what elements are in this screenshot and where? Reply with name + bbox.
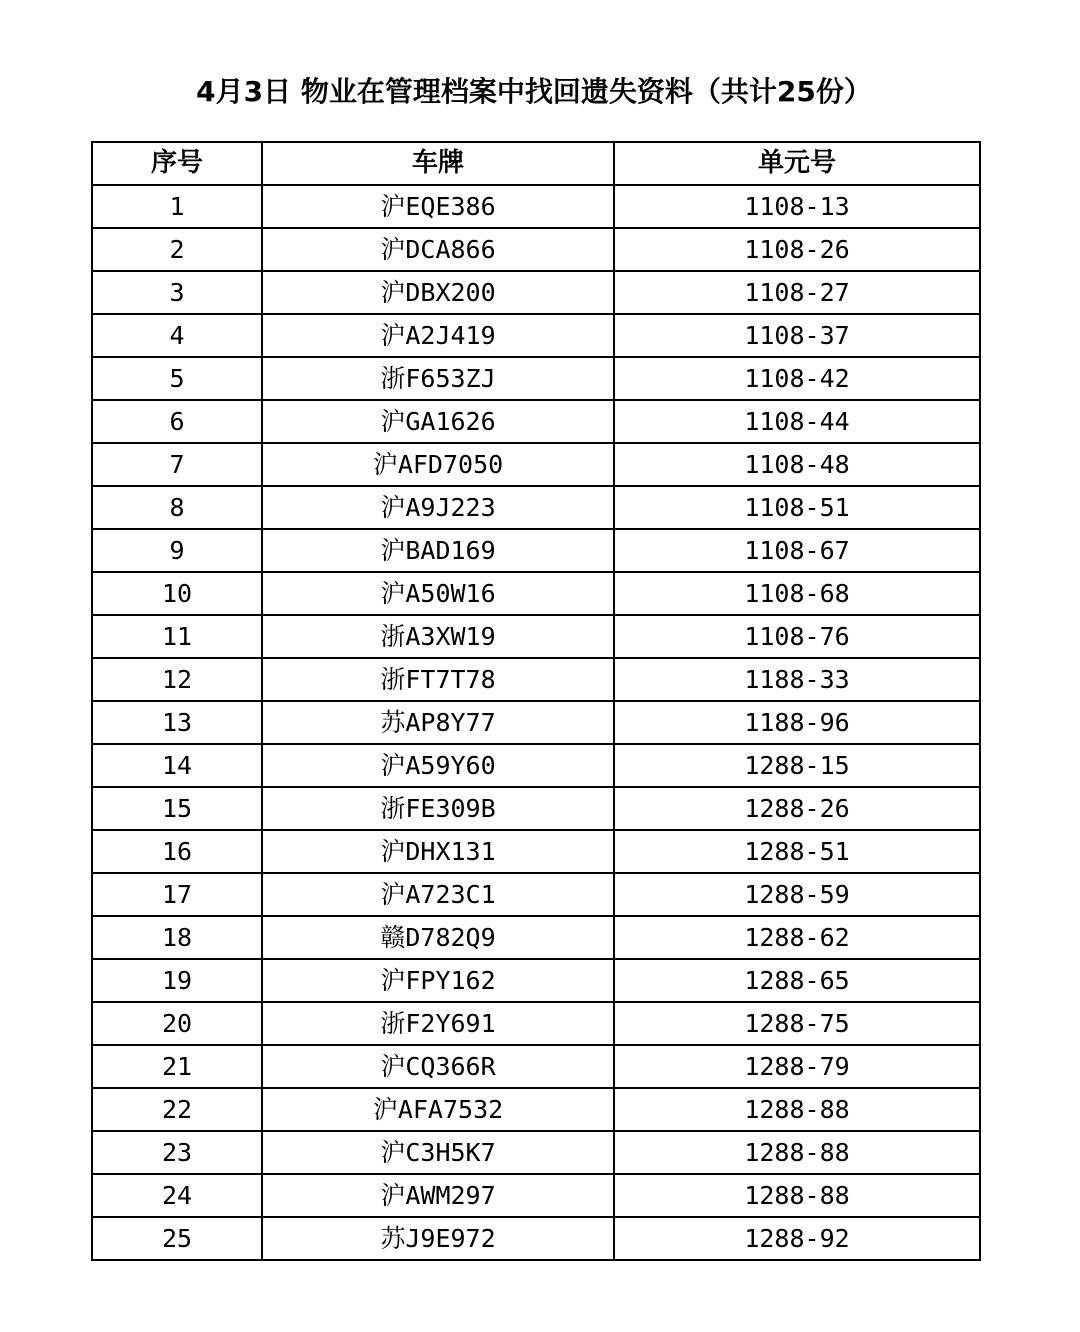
- cell-unit: 1288-88: [614, 1174, 980, 1217]
- table-row: [92, 1045, 980, 1088]
- table-row: [92, 615, 980, 658]
- table-row: [92, 400, 980, 443]
- cell-index: 12: [92, 658, 262, 701]
- table-row: [92, 830, 980, 873]
- cell-index: 11: [92, 615, 262, 658]
- table-row: [92, 314, 980, 357]
- cell-index: 24: [92, 1174, 262, 1217]
- table-row: [92, 916, 980, 959]
- cell-plate: 赣D782Q9: [262, 916, 614, 959]
- cell-plate: 沪A2J419: [262, 314, 614, 357]
- cell-plate: 沪A59Y60: [262, 744, 614, 787]
- cell-index: 5: [92, 357, 262, 400]
- cell-plate: 沪CQ366R: [262, 1045, 614, 1088]
- cell-unit: 1108-42: [614, 357, 980, 400]
- table-row: [92, 1217, 980, 1260]
- cell-unit: 1288-88: [614, 1131, 980, 1174]
- table-row: [92, 572, 980, 615]
- cell-index: 22: [92, 1088, 262, 1131]
- table-row: [92, 1088, 980, 1131]
- cell-unit: 1108-76: [614, 615, 980, 658]
- cell-plate: 沪DBX200: [262, 271, 614, 314]
- cell-index: 17: [92, 873, 262, 916]
- cell-plate: 沪BAD169: [262, 529, 614, 572]
- table-row: [92, 701, 980, 744]
- cell-plate: 沪A9J223: [262, 486, 614, 529]
- cell-unit: 1288-15: [614, 744, 980, 787]
- cell-plate: 浙FT7T78: [262, 658, 614, 701]
- cell-unit: 1108-26: [614, 228, 980, 271]
- cell-plate: 沪DCA866: [262, 228, 614, 271]
- table-row: [92, 271, 980, 314]
- cell-index: 23: [92, 1131, 262, 1174]
- cell-unit: 1188-96: [614, 701, 980, 744]
- cell-plate: 浙F653ZJ: [262, 357, 614, 400]
- cell-plate: 浙A3XW19: [262, 615, 614, 658]
- cell-plate: 沪AFA7532: [262, 1088, 614, 1131]
- cell-unit: 1108-13: [614, 185, 980, 228]
- table-row: [92, 1131, 980, 1174]
- table-header-row: [92, 142, 980, 185]
- cell-unit: 1108-51: [614, 486, 980, 529]
- table-row: [92, 959, 980, 1002]
- cell-unit: 1288-59: [614, 873, 980, 916]
- cell-unit: 1108-67: [614, 529, 980, 572]
- header-unit: 单元号: [614, 142, 980, 185]
- cell-index: 2: [92, 228, 262, 271]
- cell-unit: 1108-44: [614, 400, 980, 443]
- document-title: 4月3日 物业在管理档案中找回遗失资料（共计25份）: [196, 75, 872, 108]
- table-row: [92, 529, 980, 572]
- table-row: [92, 658, 980, 701]
- cell-index: 21: [92, 1045, 262, 1088]
- cell-index: 19: [92, 959, 262, 1002]
- records-table: [91, 141, 981, 1261]
- cell-plate: 苏J9E972: [262, 1217, 614, 1260]
- cell-plate: 沪C3H5K7: [262, 1131, 614, 1174]
- cell-plate: 沪GA1626: [262, 400, 614, 443]
- cell-index: 25: [92, 1217, 262, 1260]
- cell-index: 14: [92, 744, 262, 787]
- cell-plate: 沪A50W16: [262, 572, 614, 615]
- cell-plate: 浙F2Y691: [262, 1002, 614, 1045]
- table-row: [92, 185, 980, 228]
- table-row: [92, 744, 980, 787]
- cell-index: 9: [92, 529, 262, 572]
- table-row: [92, 486, 980, 529]
- cell-unit: 1188-33: [614, 658, 980, 701]
- table-row: [92, 1174, 980, 1217]
- cell-plate: 沪FPY162: [262, 959, 614, 1002]
- cell-unit: 1108-68: [614, 572, 980, 615]
- cell-index: 20: [92, 1002, 262, 1045]
- cell-index: 18: [92, 916, 262, 959]
- cell-plate: 沪AWM297: [262, 1174, 614, 1217]
- cell-unit: 1288-62: [614, 916, 980, 959]
- cell-index: 7: [92, 443, 262, 486]
- cell-plate: 沪A723C1: [262, 873, 614, 916]
- cell-index: 3: [92, 271, 262, 314]
- cell-index: 16: [92, 830, 262, 873]
- header-index: 序号: [92, 142, 262, 185]
- cell-unit: 1288-88: [614, 1088, 980, 1131]
- cell-unit: 1288-26: [614, 787, 980, 830]
- cell-plate: 沪EQE386: [262, 185, 614, 228]
- table-row: [92, 228, 980, 271]
- cell-plate: 沪AFD7050: [262, 443, 614, 486]
- cell-plate: 浙FE309B: [262, 787, 614, 830]
- cell-unit: 1288-65: [614, 959, 980, 1002]
- table-row: [92, 357, 980, 400]
- table-row: [92, 873, 980, 916]
- cell-plate: 沪DHX131: [262, 830, 614, 873]
- cell-unit: 1108-27: [614, 271, 980, 314]
- cell-unit: 1288-75: [614, 1002, 980, 1045]
- cell-index: 8: [92, 486, 262, 529]
- cell-unit: 1288-79: [614, 1045, 980, 1088]
- cell-unit: 1108-37: [614, 314, 980, 357]
- cell-index: 10: [92, 572, 262, 615]
- cell-plate: 苏AP8Y77: [262, 701, 614, 744]
- cell-unit: 1108-48: [614, 443, 980, 486]
- cell-index: 13: [92, 701, 262, 744]
- cell-unit: 1288-92: [614, 1217, 980, 1260]
- cell-index: 1: [92, 185, 262, 228]
- cell-index: 4: [92, 314, 262, 357]
- header-plate: 车牌: [262, 142, 614, 185]
- cell-index: 6: [92, 400, 262, 443]
- cell-index: 15: [92, 787, 262, 830]
- table-row: [92, 1002, 980, 1045]
- cell-unit: 1288-51: [614, 830, 980, 873]
- table-row: [92, 787, 980, 830]
- table-row: [92, 443, 980, 486]
